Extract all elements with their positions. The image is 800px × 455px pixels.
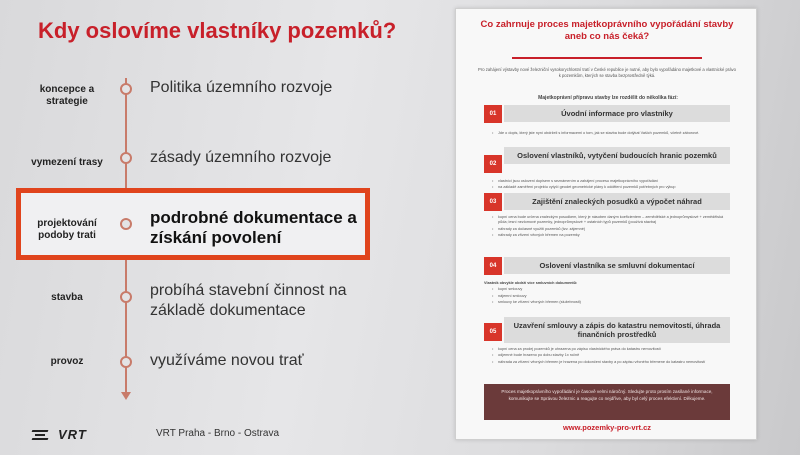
list-item: • náhrady za zřízení věcných břemen na pozemky — [498, 233, 730, 238]
poster-step-01 — [484, 105, 730, 129]
vrt-logo: VRT — [58, 427, 87, 442]
list-item: • kupní smlouvy — [498, 287, 730, 292]
list-item: • kupní cena bude určena znaleckým posudkem, který je násoben daným koeficientem – zemědělské a jednoprůmyslové + zemědělská půda; lesní nezlomové pozemky, jednoprůmyslové + ostatních typů pozemků (používá stavba) — [498, 215, 730, 226]
timeline-arrow-icon — [121, 392, 131, 400]
list-item: • nájemní smlouvy — [498, 294, 730, 299]
step-title: Oslovení vlastníků, vytyčení budoucích hranic pozemků — [504, 147, 730, 164]
step-05-bullets — [484, 347, 730, 366]
step-04-bullets — [484, 281, 730, 307]
info-poster — [455, 8, 757, 440]
slide-title: Kdy oslovíme vlastníky pozemků? — [38, 18, 397, 43]
phase-label-stavba: stavba — [51, 292, 83, 303]
list-item: • smlouvy ke zřízení věcných břemen (služebnosti) — [498, 300, 730, 305]
poster-title: Co zahrnuje proces majetkoprávního vypořádání stavby aneb co nás čeká? — [480, 19, 734, 42]
step-title: Úvodní informace pro vlastníky — [504, 105, 730, 122]
poster-closing-banner: Proces majetkoprávního vypořádání je časově velmi náročný. Sledujte proto prosím zasílané informace, komunikujte se Správou železnic a reagujte co nejdříve, aby byl celý proces efektivní. Děkujeme. — [484, 384, 730, 420]
list-item: Vlastník obvykle obdrží více smluvních dokumentů: — [484, 281, 578, 285]
phase-description-stavba: probíhá stavební činnost na základě dokumentace — [150, 282, 347, 319]
phase-label-projektovani: projektování podoby trati — [37, 218, 97, 241]
list-item: • odjemné bude hrazeno po dobu stavby 1x ročně — [498, 353, 730, 358]
footer-text: VRT Praha - Brno - Ostrava — [156, 428, 280, 439]
step-01-bullets — [484, 131, 730, 137]
step-title: Uzavření smlouvy a zápis do katastru nemovitostí, úhrada finančních prostředků — [504, 317, 730, 343]
step-number: 05 — [484, 323, 502, 341]
cd-logo-icon — [32, 429, 48, 441]
phase-description-projektovani: podrobné dokumentace a získání povolení — [150, 208, 357, 247]
phase-label-vymezeni: vymezení trasy — [31, 157, 103, 168]
phase-description-koncepce: Politika územního rozvoje — [150, 79, 333, 96]
timeline-node — [120, 356, 132, 368]
step-number: 02 — [484, 155, 502, 173]
step-number: 04 — [484, 257, 502, 275]
list-item: • vlastníci jsou osloveni dopisem s seznámením a zahájení procesu majetkoprávního vypořádání — [498, 179, 730, 184]
step-number: 01 — [484, 105, 502, 123]
poster-step-05 — [484, 317, 730, 347]
step-02-bullets — [484, 179, 730, 192]
poster-title-underline — [512, 57, 702, 59]
timeline-node — [120, 152, 132, 164]
step-title: Zajištění znaleckých posudků a výpočet náhrad — [504, 193, 730, 210]
step-title: Oslovení vlastníka se smluvní dokumentací — [504, 257, 730, 274]
poster-step-03 — [484, 193, 730, 213]
poster-step-02 — [484, 147, 730, 181]
poster-url-link[interactable]: www.pozemky-pro-vrt.cz — [562, 423, 652, 432]
phase-description-provoz: využíváme novou trať — [150, 352, 304, 369]
poster-step-04 — [484, 257, 730, 277]
list-item: • Jde o dopis, který jste nyní obdrželi s informacemi o tom, jak se stavba bude dotýkat Vašich pozemků, včetně záborové. — [498, 131, 730, 136]
phase-description-vymezeni: zásady územního rozvoje — [150, 149, 332, 166]
list-item: • náhrady za dočasné využití pozemků (tzv. zájemné) — [498, 227, 730, 232]
list-item: • na základě zaměření projektu vytyčí geodet geometrické plány k oddělení pozemků potřebných pro výkup — [498, 185, 730, 190]
phase-label-provoz: provoz — [50, 356, 84, 367]
poster-intro: Pro zahájení výstavby nové železniční vysokorychlostní tratí v České republice je nutné, aby bylo vypořádáno majetkové a vlastnické právo k pozemkům, kterých se stavba bezprostředně týká. — [478, 67, 736, 78]
phase-label-koncepce: koncepce a strategie — [39, 84, 95, 107]
timeline-node — [120, 291, 132, 303]
timeline-node — [120, 83, 132, 95]
poster-subheading: Majetkoprávní přípravu stavby lze rozdělit do několika fází: — [538, 95, 678, 101]
list-item: • náhrada za zřízení věcných břemen je hrazena po dokončení stavby a po zápisu věcného břemene do katastru nemovitostí — [498, 360, 730, 365]
list-item: • kupní cena za prodej pozemků je uhrazena po zápisu vlastnického práva do katastru nemovitostí — [498, 347, 730, 352]
timeline-node — [120, 218, 132, 230]
step-number: 03 — [484, 193, 502, 211]
step-03-bullets — [484, 215, 730, 240]
footer-logos — [32, 427, 87, 442]
